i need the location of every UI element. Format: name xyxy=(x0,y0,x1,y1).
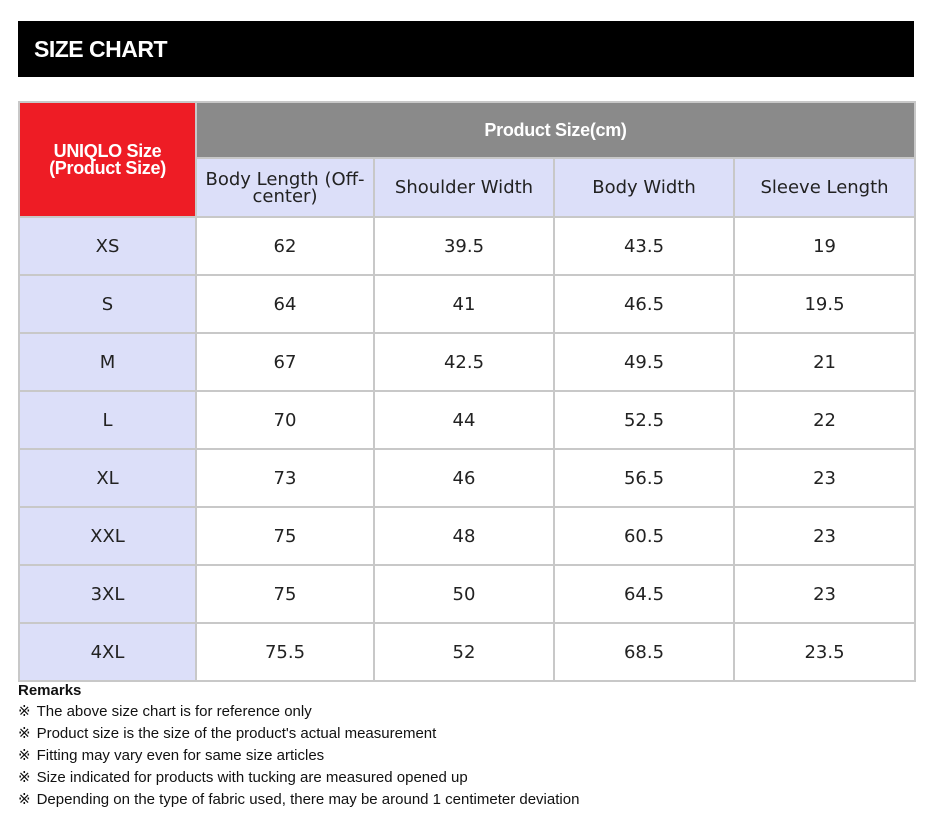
measurement-cell: 42.5 xyxy=(374,333,554,391)
measurement-cell: 21 xyxy=(734,333,915,391)
measurement-cell: 23 xyxy=(734,449,915,507)
size-column-header: UNIQLO Size (Product Size) xyxy=(19,102,196,217)
measurement-cell: 43.5 xyxy=(554,217,734,275)
measurement-cell: 23.5 xyxy=(734,623,915,681)
size-table-body xyxy=(19,217,915,681)
measurement-cell: 64 xyxy=(196,275,374,333)
measurement-cell: 70 xyxy=(196,391,374,449)
remarks-list xyxy=(18,701,579,811)
measurement-cell: 22 xyxy=(734,391,915,449)
measurement-cell: 64.5 xyxy=(554,565,734,623)
measurement-cell: 52.5 xyxy=(554,391,734,449)
measurement-cell: 60.5 xyxy=(554,507,734,565)
table-row xyxy=(19,507,915,565)
remark-item xyxy=(18,745,579,767)
size-chart-title-bar xyxy=(18,21,914,77)
measurement-cell: 23 xyxy=(734,565,915,623)
measurement-cell: 48 xyxy=(374,507,554,565)
size-chart-table xyxy=(18,101,916,682)
remark-text: The above size chart is for reference only xyxy=(36,703,312,720)
measurement-cell: 44 xyxy=(374,391,554,449)
measurement-cell: 68.5 xyxy=(554,623,734,681)
reference-mark-icon: ※ xyxy=(18,747,31,764)
remark-text: Product size is the size of the product's actual measurement xyxy=(36,725,437,742)
measurement-cell: 62 xyxy=(196,217,374,275)
measurement-cell: 19 xyxy=(734,217,915,275)
measurement-cell: 67 xyxy=(196,333,374,391)
table-row xyxy=(19,449,915,507)
remarks-title: Remarks xyxy=(18,682,82,699)
remark-text: Fitting may vary even for same size articles xyxy=(36,747,325,764)
measurement-cell: 75 xyxy=(196,565,374,623)
measurement-cell: 46 xyxy=(374,449,554,507)
size-label-cell: S xyxy=(19,275,196,333)
remarks-section xyxy=(18,681,579,811)
measurement-cell: 23 xyxy=(734,507,915,565)
remark-item xyxy=(18,723,579,745)
size-label-cell: M xyxy=(19,333,196,391)
column-header-shoulder-width: Shoulder Width xyxy=(374,158,554,217)
measurement-cell: 50 xyxy=(374,565,554,623)
measurement-cell: 49.5 xyxy=(554,333,734,391)
measurement-cell: 73 xyxy=(196,449,374,507)
size-label-cell: L xyxy=(19,391,196,449)
measurement-cell: 52 xyxy=(374,623,554,681)
size-label-cell: 3XL xyxy=(19,565,196,623)
measurement-cell: 39.5 xyxy=(374,217,554,275)
table-row xyxy=(19,391,915,449)
remark-item xyxy=(18,701,579,723)
column-header-body-length: Body Length (Off-center) xyxy=(196,158,374,217)
measurement-cell: 41 xyxy=(374,275,554,333)
reference-mark-icon: ※ xyxy=(18,791,31,808)
remark-text: Depending on the type of fabric used, there may be around 1 centimeter deviation xyxy=(36,791,580,808)
remark-text: Size indicated for products with tucking are measured opened up xyxy=(36,769,468,786)
size-label-cell: XL xyxy=(19,449,196,507)
table-row xyxy=(19,565,915,623)
measurement-cell: 19.5 xyxy=(734,275,915,333)
column-header-sleeve-length: Sleeve Length xyxy=(734,158,915,217)
table-row xyxy=(19,217,915,275)
page-title: SIZE CHART xyxy=(34,35,167,62)
remark-item xyxy=(18,789,579,811)
reference-mark-icon: ※ xyxy=(18,769,31,786)
measurement-cell: 56.5 xyxy=(554,449,734,507)
measurement-cell: 75 xyxy=(196,507,374,565)
measurement-cell: 46.5 xyxy=(554,275,734,333)
table-row xyxy=(19,623,915,681)
table-row xyxy=(19,333,915,391)
reference-mark-icon: ※ xyxy=(18,703,31,720)
measurement-cell: 75.5 xyxy=(196,623,374,681)
size-label-cell: 4XL xyxy=(19,623,196,681)
product-size-group-header: Product Size(cm) xyxy=(196,102,915,158)
remark-item xyxy=(18,767,579,789)
size-label-cell: XXL xyxy=(19,507,196,565)
reference-mark-icon: ※ xyxy=(18,725,31,742)
size-label-cell: XS xyxy=(19,217,196,275)
column-header-body-width: Body Width xyxy=(554,158,734,217)
table-row xyxy=(19,275,915,333)
